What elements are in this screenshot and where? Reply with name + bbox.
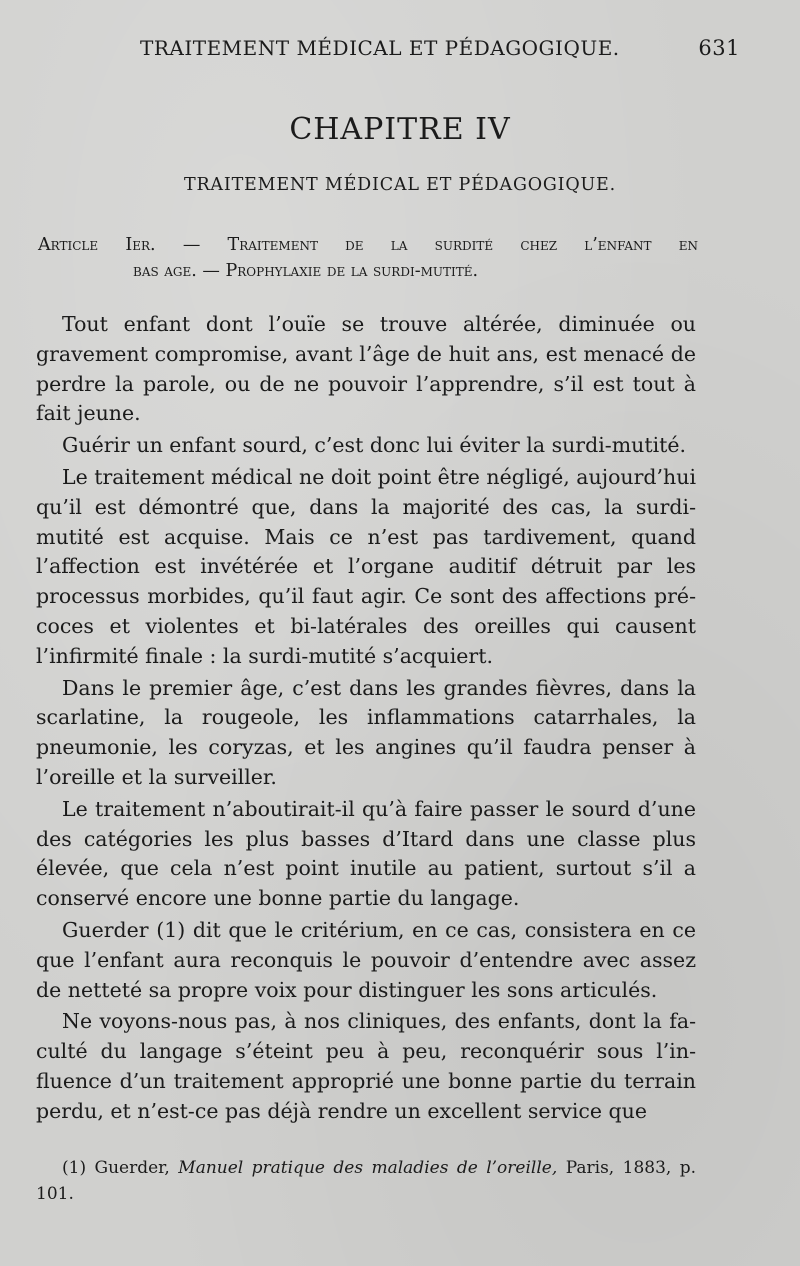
footnote-marker: (1) Guerder, [62,1158,170,1178]
footnote [36,1155,696,1207]
article-heading [38,232,698,284]
article-heading-line-1: Article Ier. — Traitement de la surdité chez l’enfant en [38,235,698,255]
chapter-number: CHAPITRE IV [289,112,511,147]
footnote-reference: Paris, 1883, p. 101. [36,1158,697,1204]
running-head [140,36,740,60]
paragraph: Le traitement n’aboutirait-il qu’à faire passer le sourd d’une des catégories les plus basses d’Itard dans une classe plus élevée, que cela n’est point inutile au patient, surtout s’il a conservé encore une bonne partie du langage. [36,796,696,911]
running-head-title: TRAITEMENT MÉDICAL ET PÉDAGOGIQUE. [140,36,620,60]
paragraph: Guérir un enfant sourd, c’est donc lui éviter la surdi-mutité. [62,433,687,458]
page-number: 631 [698,36,740,60]
paragraph: Guerder (1) dit que le critérium, en ce cas, consistera en ce que l’enfant aura reconquis le pouvoir d’entendre avec assez de netteté sa propre voix pour distinguer les sons articulés. [36,917,696,1002]
paragraph: Dans le premier âge, c’est dans les grandes fièvres, dans la scarlatine, la rougeole, les inflammations catarrhales, la pneumonie, les coryzas, et les angines qu’il faudra penser à l’oreille et la surveiller. [36,675,696,789]
paragraph: Le traitement médical ne doit point être négligé, aujourd’hui qu’il est démontré que, dans la majorité des cas, la surdi-mutité est acquise. Mais ce n’est pas tardivement, quand l’affection est invétérée et l’organe auditif détruit par les processus morbides, qu’il faut agir. Ce sont des affections précoces et violentes et bi-latérales des oreilles qui causent l’infirmité finale : la surdi-mutité s’acquiert. [36,464,697,668]
paragraph: Tout enfant dont l’ouïe se trouve altérée, diminuée ou gravement compromise, avant l’âge de huit ans, est menacé de perdre la parole, ou de ne pouvoir l’apprendre, s’il est tout à fait jeune. [36,312,696,426]
chapter-title: TRAITEMENT MÉDICAL ET PÉDAGOGIQUE. [183,175,616,195]
body-text [36,310,696,1129]
footnote-book-title: Manuel pratique des maladies de l’oreille, [178,1158,558,1178]
paragraph: Ne voyons-nous pas, à nos cliniques, des enfants, dont la faculté du langage s’éteint peu à peu, reconquérir sous l’influence d’un traitement approprié une bonne partie du terrain perdu, et n’est-ce pas déjà rendre un excellent service que [36,1009,696,1123]
article-heading-line-2: bas age. — Prophylaxie de la surdi-mutité. [133,261,479,281]
